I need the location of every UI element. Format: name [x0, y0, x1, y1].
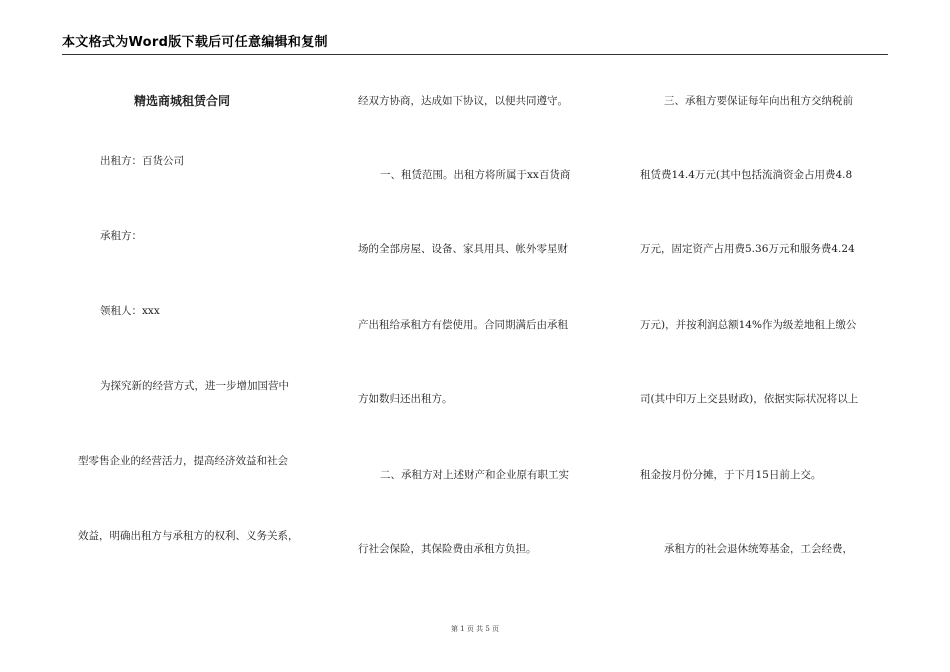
text-line: 司(其中印万上交县财政)，依据实际状况将以上	[640, 393, 859, 405]
text-line: 一、租赁范围。出租方将所属于xx百货商	[380, 169, 571, 181]
text-line: 为探究新的经营方式，进一步增加国营中	[100, 380, 289, 392]
text-line: 租金按月份分摊，于下月15日前上交。	[640, 469, 822, 481]
text-line: 万元)，并按利润总额14%作为级差地租上缴公	[640, 319, 857, 331]
text-line: 型零售企业的经营活力，提高经济效益和社会	[78, 455, 288, 467]
text-line: 承租方的社会退休统筹基金，工会经费，	[664, 543, 853, 555]
document-title: 精选商城租赁合同	[134, 94, 231, 108]
text-line: 产出租给承租方有偿使用。合同期满后由承租	[358, 319, 568, 331]
text-line: 三、承租方要保证每年向出租方交纳税前	[664, 95, 853, 107]
text-line: 场的全部房屋、设备、家具用具、帐外零星财	[358, 243, 568, 255]
header-banner-text: 本文格式为Word版下载后可任意编辑和复制	[62, 35, 328, 50]
page-number-footer: 第 1 页 共 5 页	[450, 625, 500, 633]
document-header-banner	[62, 34, 888, 55]
lessor-line: 出租方：百货公司	[100, 155, 184, 167]
representative-line: 领租人：xxx	[100, 305, 160, 317]
page-column-middle	[358, 82, 606, 602]
text-line: 经双方协商，达成如下协议，以便共同遵守。	[358, 95, 568, 107]
text-line: 方如数归还出租方。	[358, 393, 453, 405]
text-line: 二、承租方对上述财产和企业原有职工实	[380, 469, 569, 481]
text-line: 万元，固定资产占用费5.36万元和服务费4.24	[640, 243, 855, 255]
text-line: 效益，明确出租方与承租方的权利、义务关系，	[78, 530, 299, 542]
text-line: 行社会保险，其保险费由承租方负担。	[358, 543, 537, 555]
lessee-line: 承租方：	[100, 230, 142, 242]
page-column-left	[78, 82, 326, 602]
text-line: 租赁费14.4万元(其中包括流淌资金占用费4.8	[640, 169, 853, 181]
page-column-right	[640, 82, 892, 602]
